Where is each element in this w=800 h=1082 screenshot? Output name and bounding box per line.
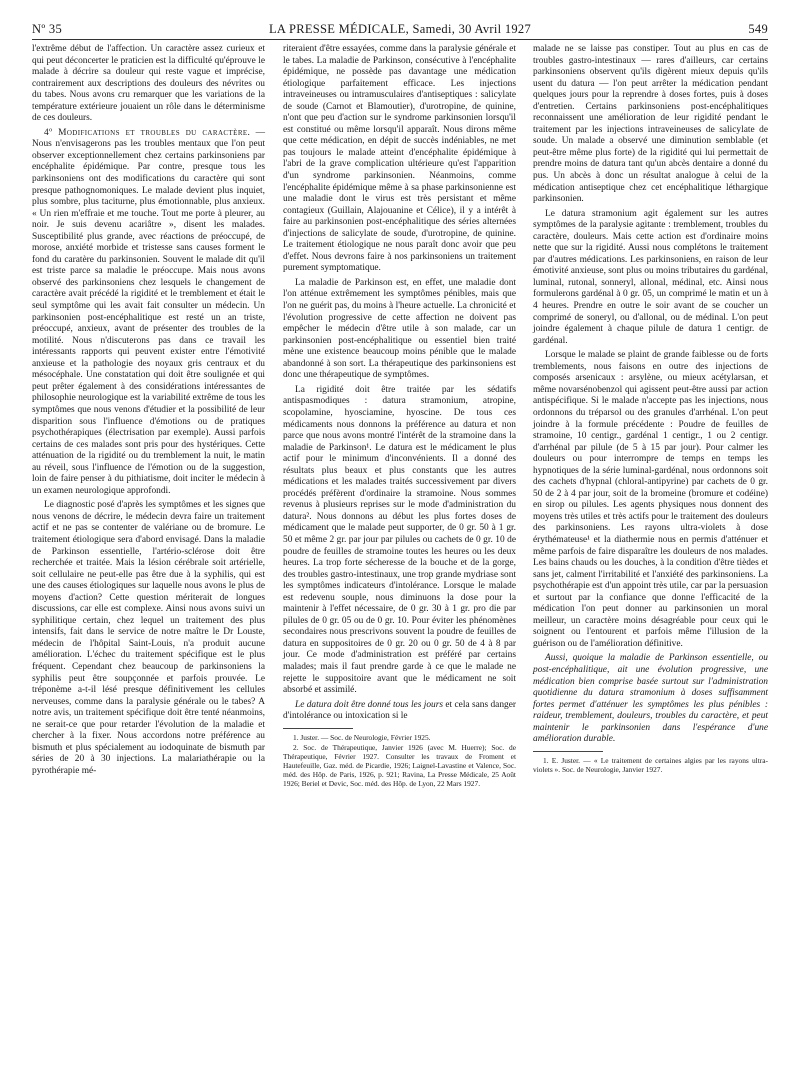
- footnotes: [283, 733, 516, 788]
- paragraph: Lorsque le malade se plaint de grande faiblesse ou de forts tremblements, nous faisons en outre des injections de composés arsenicaux : arsylène, ou mieux acétylarsan, et même novarsénobenzol qui agissent peut-être aussi par action antispécifique. Si le malade n'accepte pas les injections, nous ordonnons du tréparsol ou des granules d'arrhénal. L'on peut joindre à la formule précédente : Poudre de feuilles de stramoine, 10 centigr., gardénal 1 centigr., 1 ou 2 centigr. d'arrhénal par pilule (de 5 à 15 par jour). Pour calmer les douleurs ou pour interrompre de temps en temps les hypnotiques de la série luminal-gardénal, nous ordonnons soit des cachets d'hypnal (chloral-antipyrine) par cachets de 0 gr. 50 de 2 à 4 par jour, soit de la bromeine (bromure et codéine) en sirop ou pilules. Les agents physiques nous donnent des moyens très utiles et très actifs pour le traitement des douleurs des parkinsoniens. Les rayons ultra-violets à dose érythémateuse¹ et la diathermie nous en permis d'atténuer et même parfois de faire disparaître les douleurs de nos malades. Les bains chauds ou les douches, à la condition d'être tièdes et sans jet, calment l'irritabilité et l'anxiété des parkinsoniens. La psychothérapie est d'un appoint très utile, car par la persuasion et surtout par la confiance que donne l'efficacité de la médication l'on peut donner au parkinsonien un moral meilleur, un caractère moins désagréable pour ceux qui le soignent ou l'entourent et parfois même l'illusion de la guérison ou de l'amélioration définitive.: [533, 350, 768, 649]
- section-paragraph: [32, 128, 265, 498]
- footnotes: [533, 756, 768, 774]
- paragraph: l'extrême début de l'affection. Un caractère assez curieux et qui peut déconcerter le praticien est la difficulté qu'éprouve le malade à décrire sa douleur qui reste vague et imprécise, contrairement aux descriptions des douleurs des névrites ou du tabes. Nous avons cru remarquer que les variations de la température extérieure jouaient un rôle dans le déterminisme de ces douleurs.: [32, 44, 265, 124]
- paragraph: La maladie de Parkinson est, en effet, une maladie dont l'on atténue extrêmement les symptômes pénibles, mais que l'on ne guérit pas, du moins à l'heure actuelle. La chronicité et l'évolution progressive de cette affection ne doivent pas empêcher le médecin d'être utile à son malade, car un parkinsonien post-encéphalitique ou essentiel bien traité mène une existence beaucoup moins pénible que le malade abandonné à son sort. La thérapeutique des parkinsoniens est donc une thérapeutique de symptômes.: [283, 277, 516, 381]
- paragraph: [283, 700, 516, 723]
- conclusion-paragraph: Aussi, quoique la maladie de Parkinson essentielle, ou post-encéphalitique, ait une évolution progressive, une médication bien comprise basée surtout sur l'administration quotidienne du datura stramonium à doses suffisamment fortes permet d'atténuer les symptômes les plus pénibles : raideur, tremblement, douleurs, troubles du caractère, et peut maintenir le parkinsonien dans l'espérance d'une amélioration durable.: [533, 653, 768, 745]
- header-rule: [32, 39, 768, 40]
- paragraph: riteraient d'être essayées, comme dans la paralysie générale et le tabes. La maladie de Parkinson, consécutive à l'encéphalite épidémique, ne possède pas davantage une médication étiologique parfaitement efficace. Les injections intraveineuses ou intramusculaires d'antiseptiques : salicylate de soude (Carnot et Blamoutier), d'urotropine, de quinine, n'ont que peu d'action sur le syndrome parkinsonien lorsqu'il est constitué ou même lorsqu'il apparaît. Nous dirons même que cette médication, en dépit de succès indéniables, ne met pas toujours le malade atteint d'encéphalite épidémique à l'abri de la grave complication ultérieure qu'est l'apparition d'un syndrome parkinsonien. Néanmoins, comme l'encéphalite épidémique même à sa phase parkinsonienne est une maladie dont le virus est très persistant et même contagieux (Guillain, Alajouanine et Célice), il y a intérêt à faire au parkinsonien post-encéphalitique des séries alternées d'injections de salicylate de soude, d'urotropine, de quinine. Le traitement étiologique ne nous paraît donc avoir que peu d'effet. Nous devrons faire à nos parkinsoniens un traitement purement symptomatique.: [283, 44, 516, 274]
- column-1: [32, 44, 265, 780]
- section-body: — Nous n'envisagerons pas les troubles mentaux que l'on peut observer exceptionnellement chez certains parkinsoniens par encéphalite épidémique. Par contre, presque tous les parkinsoniens ont des modifications du caractère qui sont presque pathognomoniques. Le malade devient plus inquiet, plus sombre, plus taciturne, plus émotionnable, plus anxieux. « Un rien m'effraie et me touche. Tout me porte à pleurer, au noir. Je suis devenu acariâtre », disent les malades. Susceptibilité plus grande, avec réactions de préoccupé, de morose, anxiété morbide et tristesse sans causes forment le fond du caratère du parkinsonien. Souvent le malade dit qu'il est triste parce sa maladie le préoccupe. Mais nous avons observé des parkinsoniens chez lesquels le changement de caractère avait précédé la rigidité et le tremblement et était le seul symptôme qui les avait fait consulter un médecin. Un parkinsonien post-encéphalitique est resté un an triste, préoccupé, anxieux, avant de présenter des troubles de la motilité. Nous n'discuterons pas dans ce travail les intéressants rapports qui peuvent exister entre l'émotivité anxieuse et la pathologie des noyaux gris centraux et du mésocéphale. Une constatation qui doit être soulignée et qui peut prêter également à des considérations intéressantes de philosophie neurologique est la variabilité extrême de tous les symptômes que nous venons d'étudier et la possibilité de leur disparition sous l'influence d'émotions ou de pratiques psychothérapiques (électrisation par exemple). Aussi parfois certains de ces malades sont pris pour des hystériques. Cette atténuation de la rigidité ou du tremblement la nuit, le matin au réveil, sous l'influence de l'émotion ou de la suggestion, loin de faire penser à du pithiatisme, doit inciter le médecin à un examen neurologique approfondi.: [32, 127, 265, 496]
- footnote: 1. Juster. — Soc. de Neurologie, Février 1925.: [293, 732, 431, 742]
- footnote: 2. Soc. de Thérapeutique, Janvier 1926 (avec M. Huerre); Soc. de Thérapeutique, Février 1927. Consulter les travaux de Froment et Hautefeuille, Gaz. méd. de Picardie, 1926; Laignel-Lavastine et Valence, Soc. méd. des Hôp. de Paris, 1926, p. 921; Ravina, La Presse Médicale, 25 Août 1926; Beriel et Devic, Soc. méd. des Hôp. de Lyon, 22 Mars 1927.: [283, 742, 516, 788]
- paragraph: Le diagnostic posé d'après les symptômes et les signes que nous venons de décrire, le médecin devra faire un traitement actif et ne pas se contenter de valériane ou de bromure. Le traitement étiologique sera d'abord envisagé. Dans la maladie de Parkinson essentielle, l'artério-sclérose doit être recherchée et traitée. Mais la lésion cérébrale soit artérielle, soit cellulaire ne peut-elle pas être due à la syphilis, qui est une des causes étiologiques sur laquelle nous avons le plus de moyens d'action? Cette question mériterait de longues discussions, car elle est complexe. Ainsi nous avons suivi un syphilitique certain, chez lequel un traitement des plus intensifs, fait dans le service de notre maître le Dr Louste, médecin de l'hôpital Saint-Louis, n'a produit aucune amélioration. L'échec du traitement spécifique est le plus fréquent. Cependant chez beaucoup de parkinsoniens la syphilis peut être soupçonnée et parfois prouvée. Le tréponème a-t-il lésé presque définitivement les cellules nerveuses, comme dans la paralysie générale ou le tabes? A notre avis, un traitement spécifique doit être tenté néanmoins, ne serait-ce que pour retarder l'évolution de la maladie et chercher à la fixer. Nous accordons notre préférence au bismuth et plus spécialement au iodoquinate de bismuth par séries de 20 à 30 injections. La malariathérapie ou la pyrothérapie mé-: [32, 500, 265, 776]
- paragraph-rest: et cela sans danger d'intolérance ou intoxication si le: [283, 699, 516, 722]
- footnote-rule: [533, 751, 603, 752]
- footnote: 1. E. Juster. — « Le traitement de certaines algies par les rayons ultra-violets ». Soc. de Neurologie, Janvier 1927.: [533, 755, 768, 774]
- paragraph: Le datura stramonium agit également sur les autres symptômes de la paralysie agitante : tremblement, troubles du caractère, douleurs. Mais cette action est d'ordinaire moins nette que sur la rigidité. Aussi nous complétons le traitement par d'autres médications. Les parkinsoniens, en raison de leur émotivité anxieuse, sont plus ou moins tributaires du gardénal, luminal, rutonal, sonneryl, allonal, médinal, etc. Ainsi nous formulerons gardénal à 0 gr. 05, un comprimé le matin et un à 4 heures. Prendre en outre le soir avant de se coucher un comprimé de soneryl, ou d'allonal, ou de médinal. L'on peut joindre également à chaque pilule de datura 1 centigr. de gardénal.: [533, 208, 768, 346]
- paragraph: La rigidité doit être traitée par les sédatifs antispasmodiques : datura stramonium, atropine, scopolamine, hyosciamine, hyoscine. De tous ces médicaments nous donnons la préférence au datura et non parce que nous avons montré l'intérêt de la stramoine dans la maladie de Parkinson¹. Le datura est le médicament le plus actif pour le minimum d'inconvénients. Il a donné des résultats plus beaux et plus constants que les autres médications et les malades traités successivement par divers procédés préfèrent d'ordinaire la stramoine. Nous sommes revenus à plusieurs reprises sur le mode d'administration du datura². Nous donnons au début les plus fortes doses de médicament que le malade peut supporter, de 0 gr. 50 à 1 gr. 50 et même 2 gr. par jour par pilules ou cachets de 0 gr. 10 de poudre de feuilles de stramoine toutes les heures ou les deux heures. La trop forte sécheresse de la bouche et de la gorge, des troubles gastro-intestinaux, une trop grande mydriase sont les symptômes indicateurs d'intolérance. Lorsque le malade est redevenu souple, nous diminuons la dose pour la maintenir à l'effet nécessaire, de 0 gr. 30 à 1 gr. pro die par pilules de 0 gr. 05 ou de 0 gr. 10. Pour éviter les phénomènes secondaires nous prescrivons souvent la poudre de feuilles de datura en suppositoires de 0 gr. 20 ou 0 gr. 50 de 4 à 8 par jour. Ce mode d'administration est préféré par certains malades; mais il faut prendre garde à ce que le malade ne rejette le suppositoire avant que le médicament ne soit absorbé et assimilé.: [283, 384, 516, 696]
- page-number: 549: [748, 22, 768, 36]
- italic-emphasis: Le datura doit être donné tous les jours: [295, 699, 444, 710]
- section-heading: 4º Modifications et troubles du caractère.: [44, 127, 251, 138]
- paragraph: malade ne se laisse pas constiper. Tout au plus en cas de troubles gastro-intestinaux — rares d'ailleurs, car certains parkinsoniens observent qu'ils digèrent mieux depuis qu'ils usent du datura — l'on peut arrêter la médication pendant quelques jours pour la reprendre à doses fortes, puis à doses d'entretien. Certains parkinsoniens post-encéphalitiques reconnaissent une amélioration de leur rigidité pendant le traitement par les injections intraveineuses de salicylate de soude. Un malade a observé une diminution semblable (et peut-être même plus forte) de la rigidité qui lui permettait de prendre moins de datura tant qu'un abcès dentaire a donné du pus. Un abcès à donc un résultat analogue à celui de la médication antiseptique chez cet encéphalitique léthargique parkinsonien.: [533, 44, 768, 205]
- journal-title: LA PRESSE MÉDICALE, Samedi, 30 Avril 1927: [268, 22, 532, 36]
- column-2: [283, 44, 516, 789]
- footnote-rule: [283, 728, 353, 729]
- page-header: [32, 22, 768, 38]
- column-3: [533, 44, 768, 775]
- issue-number: Nº 35: [32, 22, 63, 36]
